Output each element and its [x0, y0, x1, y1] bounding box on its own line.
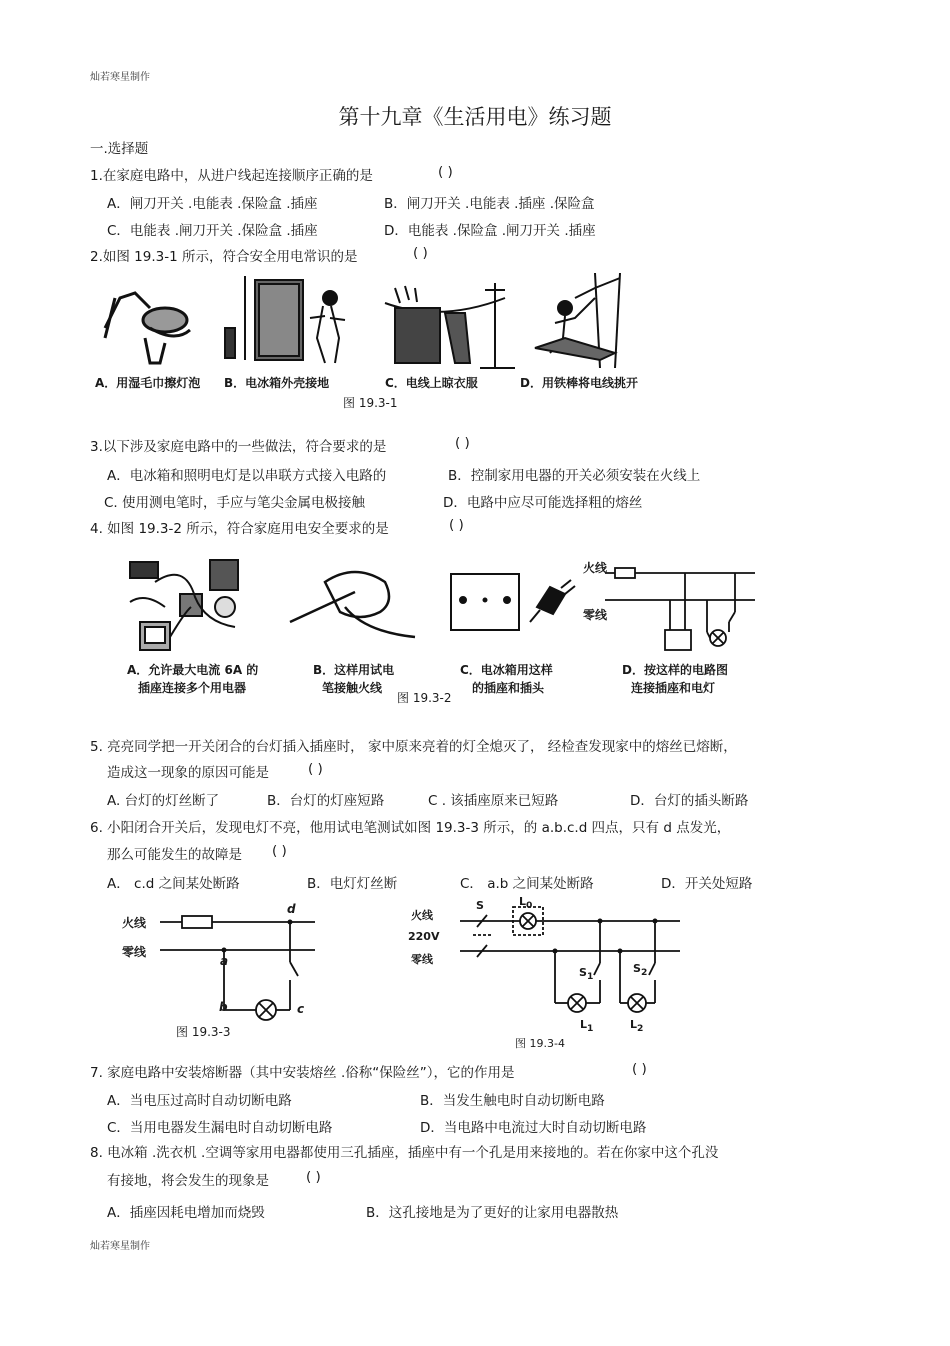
fig4-l1-letter: L — [580, 1018, 588, 1031]
q7-option-b: B．当发生触电时自动切断电路 — [420, 1093, 605, 1109]
fig4-s2-sub: 2 — [640, 967, 648, 979]
q2-answer-paren: ( ) — [413, 245, 428, 261]
q7-option-d: D．当电路中电流过大时自动切断电路 — [420, 1120, 647, 1136]
fig4-s1-letter: S — [579, 966, 587, 979]
figure-19-3-2 — [125, 552, 765, 662]
q5-stem-line1: 5. 亮亮同学把一开关闭合的台灯插入插座时， 家中原来亮着的灯全熄灭了， 经检查发现家中的熔丝已熔断， — [90, 739, 737, 755]
fig3-point-c: c — [297, 1002, 305, 1016]
fig4-switch-s-label: S — [476, 899, 484, 912]
q2-caption-a: A．用湿毛巾擦灯泡 — [95, 376, 201, 390]
q8-stem-line1: 8. 电冰箱 .洗衣机 .空调等家用电器都使用三孔插座，插座中有一个孔是用来接地的。若在你家中这个孔没 — [90, 1145, 719, 1161]
q4-caption-b-line2: 笔接触火线 — [322, 681, 383, 695]
q7-option-a: A．当电压过高时自动切断电路 — [107, 1093, 292, 1109]
q1-option-b: B．闸刀开关 .电能表 .插座 .保险盒 — [384, 196, 595, 212]
q3-answer-paren: ( ) — [455, 435, 470, 451]
fig4-neutral-label: 零线 — [411, 953, 433, 966]
fridge-grounding-illustration — [225, 276, 345, 363]
q4-caption-a-line2: 插座连接多个用电器 — [138, 681, 247, 695]
q1-answer-paren: ( ) — [438, 164, 453, 180]
q4-caption-a-line1: A．允许最大电流 6A 的 — [127, 663, 259, 677]
fig3-point-a: a — [220, 954, 229, 968]
q7-stem: 7. 家庭电路中安装熔断器（其中安装熔丝 .俗称“保险丝”），它的作用是 — [90, 1065, 515, 1081]
section-heading: 一.选择题 — [90, 141, 149, 157]
overloaded-socket-illustration — [130, 560, 238, 650]
q4-caption-d-line2: 连接插座和电灯 — [631, 681, 716, 695]
q5-answer-paren: ( ) — [308, 761, 323, 777]
q6-stem-line2: 那么可能发生的故障是 — [107, 847, 242, 863]
fig4-l0-letter: L — [519, 895, 527, 908]
q1-option-c: C．电能表 .闸刀开关 .保险盒 .插座 — [107, 223, 318, 239]
figure-19-3-4-circuit — [455, 895, 685, 1025]
q6-option-d: D．开关处短路 — [661, 876, 753, 892]
fig3-neutral-label: 零线 — [122, 945, 147, 959]
page-header: 灿若寒星制作 — [90, 72, 150, 83]
fig4-s1-sub: 1 — [586, 971, 594, 983]
q8-option-b: B．这孔接地是为了更好的让家用电器散热 — [366, 1205, 619, 1221]
fig4-label: 图 19.3-4 — [515, 1037, 565, 1050]
q5-option-c: C . 该插座原来已短路 — [428, 793, 559, 809]
q5-option-b: B．台灯的灯座短路 — [267, 793, 385, 809]
q3-option-c: C. 使用测电笔时，手应与笔尖金属电极接触 — [104, 495, 366, 511]
fig4-l2-sub: 2 — [637, 1023, 644, 1035]
fig4-lamp-l1-label — [580, 1018, 593, 1034]
fig4-switch-s2-label — [633, 962, 647, 978]
q4-caption-c-line2: 的插座和插头 — [472, 681, 545, 695]
fig3-label: 图 19.3-3 — [176, 1025, 231, 1039]
q1-option-d: D．电能表 .保险盒 .闸刀开关 .插座 — [384, 223, 596, 239]
q2-caption-d: D．用铁棒将电线挑开 — [520, 376, 638, 390]
fig4-lamp-l2-label — [630, 1018, 643, 1034]
q5-stem-line2: 造成这一现象的原因可能是 — [107, 765, 269, 781]
q5-option-d: D．台灯的插头断路 — [630, 793, 749, 809]
q6-answer-paren: ( ) — [272, 843, 287, 859]
test-pen-illustration — [290, 572, 415, 637]
q6-option-a: A． c.d 之间某处断路 — [107, 876, 240, 892]
q4-figure-label: 图 19.3-2 — [397, 691, 452, 705]
two-hole-socket-illustration — [451, 574, 575, 630]
q3-option-d: D．电路中应尽可能选择粗的熔丝 — [443, 495, 643, 511]
page-title: 第十九章《生活用电》练习题 — [338, 105, 612, 129]
q4-caption-c-line1: C．电冰箱用这样 — [460, 663, 553, 677]
fig4-l1-sub: 1 — [587, 1023, 594, 1035]
fig4-switch-s1-label — [579, 966, 593, 982]
fig3-live-label: 火线 — [122, 916, 147, 930]
wet-towel-lamp-illustration — [105, 293, 190, 363]
q4-caption-d-line1: D．按这样的电路图 — [622, 663, 728, 677]
fig3-point-d: d — [287, 902, 296, 916]
q3-stem: 3.以下涉及家庭电路中的一些做法，符合要求的是 — [90, 439, 387, 455]
figure-19-3-3-circuit — [120, 900, 330, 1040]
q4-answer-paren: ( ) — [449, 517, 464, 533]
q2-caption-b: B．电冰箱外壳接地 — [224, 376, 330, 390]
clothes-on-wire-illustration — [385, 283, 515, 368]
fig4-l0-sub: 0 — [526, 900, 533, 912]
q6-option-b: B．电灯灯丝断 — [307, 876, 398, 892]
q3-option-b: B．控制家用电器的开关必须安装在火线上 — [448, 468, 701, 484]
q1-option-a: A．闸刀开关 .电能表 .保险盒 .插座 — [107, 196, 318, 212]
fig4-live-label: 火线 — [411, 909, 433, 922]
q8-option-a: A．插座因耗电增加而烧毁 — [107, 1205, 265, 1221]
q6-option-c: C． a.b 之间某处断路 — [460, 876, 594, 892]
q4-live-wire-label: 火线 — [583, 561, 608, 575]
fig4-l2-letter: L — [630, 1018, 638, 1031]
q8-answer-paren: ( ) — [306, 1169, 321, 1185]
q2-stem: 2.如图 19.3-1 所示，符合安全用电常识的是 — [90, 249, 358, 265]
fig3-point-b: b — [219, 1000, 228, 1014]
page-footer: 灿若寒星制作 — [90, 1241, 150, 1252]
q8-stem-line2: 有接地，将会发生的现象是 — [107, 1173, 269, 1189]
fig4-lamp-l0-label — [519, 895, 532, 911]
q4-caption-b-line1: B．这样用试电 — [313, 663, 395, 677]
q6-stem-line1: 6. 小阳闭合开关后，发现电灯不亮，他用试电笔测试如图 19.3-3 所示，的 a.b.c.d 四点，只有 d 点发光， — [90, 820, 731, 836]
q1-stem: 1.在家庭电路中，从进户线起连接顺序正确的是 — [90, 168, 373, 184]
figure-19-3-1 — [95, 268, 675, 413]
q5-option-a: A. 台灯的灯丝断了 — [107, 793, 220, 809]
fig4-s2-letter: S — [633, 962, 641, 975]
iron-rod-wire-illustration — [535, 273, 620, 368]
q7-option-c: C．当用电器发生漏电时自动切断电路 — [107, 1120, 333, 1136]
q4-neutral-wire-label: 零线 — [583, 608, 608, 622]
q3-option-a: A．电冰箱和照明电灯是以串联方式接入电路的 — [107, 468, 387, 484]
q2-figure-label: 图 19.3-1 — [343, 396, 398, 410]
q4-stem: 4. 如图 19.3-2 所示，符合家庭用电安全要求的是 — [90, 521, 389, 537]
q7-answer-paren: ( ) — [632, 1061, 647, 1077]
q2-caption-c: C．电线上晾衣服 — [385, 376, 478, 390]
fig4-voltage-label: 220V — [408, 930, 440, 943]
wiring-diagram — [605, 568, 755, 650]
